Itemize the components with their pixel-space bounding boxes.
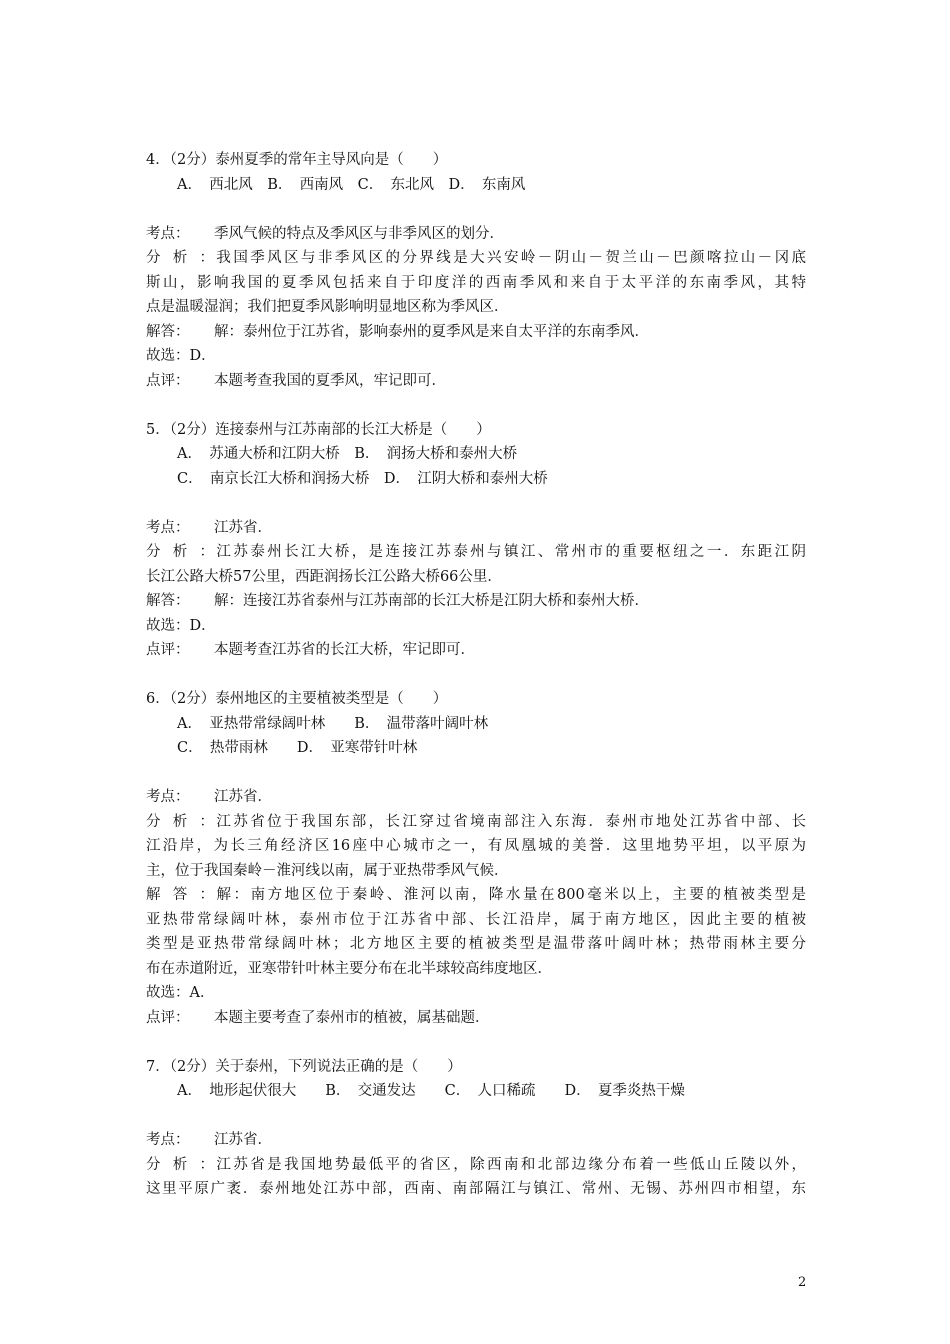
q4-kaodian: 考点： 季风气候的特点及季风区与非季风区的划分． [146, 225, 504, 242]
q7-fenxi-line: 分析：江苏省是我国地势最低平的省区，除西南和北部边缘分布着一些低山丘陵以外， [146, 1156, 806, 1173]
q5-answer: 故选：D． [146, 617, 216, 634]
question-4-stem: 4．（2分）泰州夏季的常年主导风向是（ ） [146, 152, 448, 168]
q4-fenxi-line: 分析：我国季风区与非季风区的分界线是大兴安岭－阴山－贺兰山－巴颜喀拉山－冈底 [146, 250, 806, 266]
page-content [146, 148, 806, 1202]
q6-fenxi-line: 江沿岸，为长三角经济区16座中心城市之一，有凤凰城的美誉．这里地势平坦，以平原为 [146, 838, 806, 854]
page-number: 2 [798, 1275, 807, 1290]
q4-answer: 故选：D． [146, 348, 216, 364]
q5-fenxi-line: 长江公路大桥57公里，西距润扬长江公路大桥66公里． [146, 568, 502, 585]
question-6-options: C． 热带雨林 D． 亚寒带针叶林 [177, 740, 418, 756]
question-5-stem: 5．（2分）连接泰州与江苏南部的长江大桥是（ ） [146, 421, 491, 438]
q6-jieda-line: 亚热带常绿阔叶林，泰州市位于江苏省中部、长江沿岸，属于南方地区，因此主要的植被 [146, 911, 806, 928]
q4-fenxi-line: 点是温暖湿润；我们把夏季风影响明显地区称为季风区． [146, 299, 509, 315]
q7-kaodian: 考点： 江苏省． [146, 1132, 272, 1148]
q6-fenxi-line: 分析：江苏省位于我国东部，长江穿过省境南部注入东海．泰州市地处江苏省中部、长 [146, 813, 806, 830]
question-6-options: A． 亚热带常绿阔叶林 B． 温带落叶阔叶林 [177, 715, 489, 732]
q6-dianping: 点评： 本题主要考查了泰州市的植被，属基础题． [146, 1009, 490, 1026]
question-5-options: A． 苏通大桥和江阴大桥 B． 润扬大桥和泰州大桥 [177, 446, 518, 462]
q6-jieda-line: 解答：解：南方地区位于秦岭、淮河以南，降水量在800毫米以上，主要的植被类型是 [146, 887, 806, 903]
question-7-stem: 7．（2分）关于泰州，下列说法正确的是（ ） [146, 1058, 462, 1075]
q4-fenxi-line: 斯山，影响我国的夏季风包括来自于印度洋的西南季风和来自于太平洋的东南季风，其特 [146, 274, 806, 291]
q6-fenxi-line: 主，位于我国秦岭－淮河线以南，属于亚热带季风气候． [146, 862, 509, 879]
q6-jieda-line: 类型是亚热带常绿阔叶林；北方地区主要的植被类型是温带落叶阔叶林；热带雨林主要分 [146, 936, 806, 952]
q6-kaodian: 考点： 江苏省． [146, 789, 272, 805]
q5-jieda: 解答： 解：连接江苏省泰州与江苏南部的长江大桥是江阴大桥和泰州大桥． [146, 593, 649, 609]
question-5-options: C． 南京长江大桥和润扬大桥 D． 江阴大桥和泰州大桥 [177, 470, 548, 487]
q7-fenxi-line: 这里平原广袤．泰州地处江苏中部，西南、南部隔江与镇江、常州、无锡、苏州四市相望，东 [146, 1181, 806, 1197]
q6-jieda-line: 布在赤道附近，亚寒带针叶林主要分布在北半球较高纬度地区． [146, 960, 552, 977]
q6-answer: 故选：A． [146, 985, 215, 1001]
question-7-options: A． 地形起伏很大 B． 交通发达 C． 人口稀疏 D． 夏季炎热干燥 [177, 1083, 685, 1099]
question-6-stem: 6．（2分）泰州地区的主要植被类型是（ ） [146, 691, 448, 707]
question-4-options: A． 西北风 B． 西南风 C． 东北风 D． 东南风 [177, 176, 526, 193]
q4-dianping: 点评： 本题考查我国的夏季风，牢记即可． [146, 372, 446, 389]
q5-dianping: 点评： 本题考查江苏省的长江大桥，牢记即可． [146, 642, 475, 658]
q5-fenxi-line: 分析：江苏泰州长江大桥，是连接江苏泰州与镇江、常州市的重要枢纽之一．东距江阴 [146, 544, 806, 560]
q4-jieda: 解答： 解：泰州位于江苏省，影响泰州的夏季风是来自太平洋的东南季风． [146, 323, 649, 340]
q5-kaodian: 考点： 江苏省． [146, 519, 272, 536]
